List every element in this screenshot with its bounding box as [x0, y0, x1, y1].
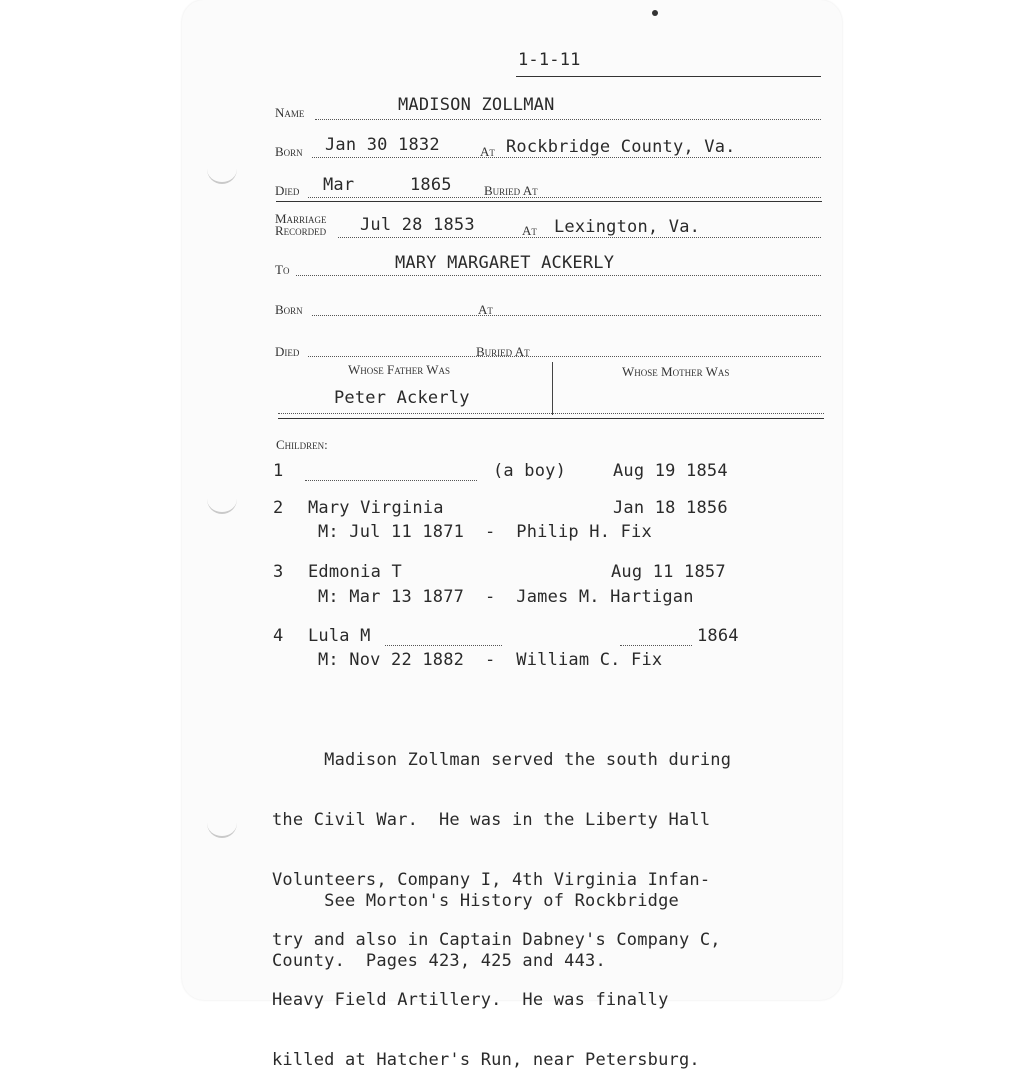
children-label: Children: [276, 437, 328, 452]
born-line [312, 157, 821, 158]
buried-at-label: Buried At [484, 183, 538, 198]
spouse-born-line [312, 315, 821, 316]
child-name: Lula M [308, 626, 371, 646]
to-line [296, 275, 821, 276]
card-number: 1-1-11 [518, 50, 581, 70]
child-birth-date: Aug 11 1857 [611, 562, 726, 582]
child-name-line [385, 645, 502, 646]
mother-label: Whose Mother Was [622, 364, 730, 379]
header-rule [516, 76, 821, 77]
spouse-born-label: Born [275, 302, 303, 317]
child-marriage: M: Jul 11 1871 - Philip H. Fix [318, 522, 652, 542]
spouse-died-line [308, 356, 821, 357]
parents-divider [552, 362, 553, 415]
marriage-place: Lexington, Va. [554, 217, 701, 237]
reference-line: County. Pages 423, 425 and 443. [272, 951, 606, 971]
child-date-line [620, 645, 692, 646]
child-number: 1 [273, 461, 284, 481]
died-label: Died [275, 183, 300, 198]
died-line [308, 197, 821, 198]
biography-line: the Civil War. He was in the Liberty Hall [272, 810, 711, 830]
reference-line: See Morton's History of Rockbridge [272, 891, 679, 911]
child-number: 4 [273, 626, 284, 646]
biography-line: killed at Hatcher's Run, near Petersburg. [272, 1050, 700, 1070]
biography-line: Volunteers, Company I, 4th Virginia Infan- [272, 870, 711, 890]
spouse-buried-at-label: Buried At [476, 344, 530, 359]
father-label: Whose Father Was [348, 362, 451, 377]
born-place: Rockbridge County, Va. [506, 137, 736, 157]
biography-line: try and also in Captain Dabney's Company C, [272, 930, 721, 950]
child-birth-date: Jan 18 1856 [613, 498, 728, 518]
born-date: Jan 30 1832 [325, 135, 440, 155]
father-name: Peter Ackerly [334, 388, 470, 408]
spouse-name: MARY MARGARET ACKERLY [395, 253, 615, 273]
marriage-label-line1: Marriage [275, 211, 327, 226]
marriage-date: Jul 28 1853 [360, 215, 475, 235]
section-rule [276, 201, 822, 202]
marriage-line [338, 237, 821, 238]
spouse-born-at-label: At [478, 302, 493, 317]
ink-speck [652, 10, 658, 16]
child-name: Mary Virginia [308, 498, 444, 518]
name-line [315, 119, 821, 120]
reference-text [272, 851, 679, 991]
died-year: 1865 [410, 175, 452, 195]
spouse-died-label: Died [275, 344, 300, 359]
child-marriage: M: Mar 13 1877 - James M. Hartigan [318, 587, 694, 607]
child-name: Edmonia T [308, 562, 402, 582]
marriage-label-line2: Recorded [275, 223, 327, 238]
to-label: To [275, 262, 290, 277]
parents-line-upper [278, 413, 824, 414]
child-marriage: M: Nov 22 1882 - William C. Fix [318, 650, 663, 670]
parents-rule [278, 418, 824, 419]
marriage-at-label: At [522, 223, 537, 238]
name-label: Name [275, 105, 305, 120]
died-month: Mar [323, 175, 355, 195]
child-birth-date: Aug 19 1854 [613, 461, 728, 481]
biography-line: Heavy Field Artillery. He was finally [272, 990, 669, 1010]
child-name-line [305, 480, 477, 481]
child-birth-date: 1864 [697, 626, 739, 646]
born-at-label: At [480, 144, 495, 159]
born-label: Born [275, 144, 303, 159]
child-number: 3 [273, 562, 284, 582]
biography-line: Madison Zollman served the south during [272, 750, 732, 770]
person-name: MADISON ZOLLMAN [398, 95, 555, 115]
child-note: (a boy) [493, 461, 567, 481]
child-number: 2 [273, 498, 284, 518]
